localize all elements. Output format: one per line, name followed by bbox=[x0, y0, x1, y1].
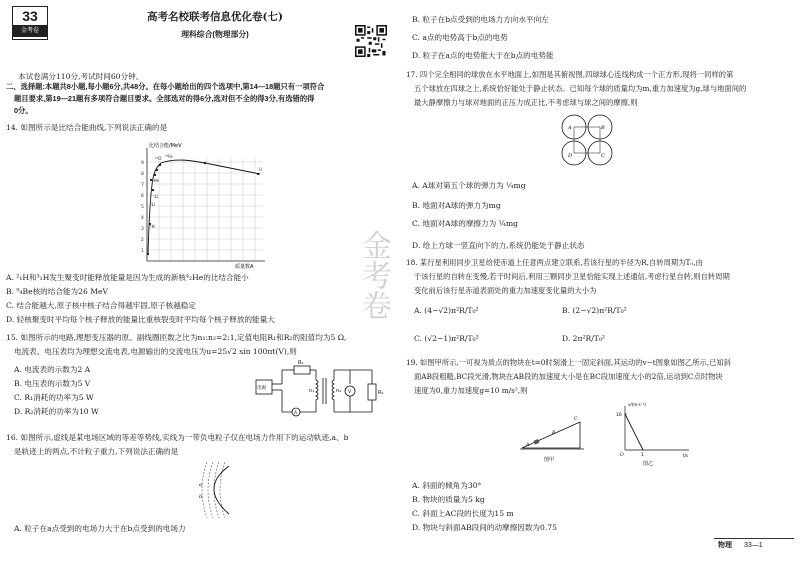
question-17-stem-line1: 17. 四个完全相同的球放在水平地面上,如图是其俯视图,四球球心连线构成一个正方形,现将一同样的第 bbox=[406, 70, 734, 79]
question-19-option-a: A. 斜面的倾角为30° bbox=[412, 481, 482, 490]
fig1-caption: 图甲 bbox=[544, 457, 555, 463]
question-18-stem-line1: 18. 某行星利用同步卫星给使赤道上任意两点建立联系,若该行星的半径为R,自转周期为T₀,由 bbox=[406, 258, 703, 267]
svg-text:6: 6 bbox=[141, 194, 144, 199]
voltmeter-label: V bbox=[348, 390, 352, 395]
ammeter-label: A bbox=[294, 411, 298, 416]
chart-grid bbox=[147, 158, 263, 261]
question-15-option-c: C. R₁消耗的功率为5 W bbox=[14, 393, 94, 402]
binding-energy-chart bbox=[135, 140, 270, 270]
badge-number: 33 bbox=[22, 8, 38, 24]
question-15-option-a: A. 电流表的示数为2 A bbox=[14, 365, 91, 374]
question-19-option-c: C. 斜面上AC段的长度为15 m bbox=[412, 509, 514, 518]
svg-text:4: 4 bbox=[141, 216, 144, 221]
svg-text:2: 2 bbox=[141, 238, 144, 243]
vt-xtick: 1 bbox=[641, 453, 644, 458]
paper-subtitle: 理科综合(物理部分) bbox=[181, 30, 249, 39]
svg-text:3: 3 bbox=[141, 227, 144, 232]
watermark-text: 金考卷 bbox=[356, 230, 391, 320]
svg-text:²H: ²H bbox=[150, 224, 155, 229]
n2-label: n₂ bbox=[336, 388, 342, 394]
question-16-stem-line1: 16. 如图所示,虚线是某电场区域的等差等势线,实线为一带负电粒子仅在电场力作用下的运动轨迹,a、b bbox=[6, 433, 349, 442]
question-19-stem-line1: 19. 如图甲所示,一可视为质点的物块在t=0时刻滑上一固定斜面,其运动的v−t图象如图乙所示,已知斜 bbox=[406, 358, 732, 367]
footer-subject: 物理 bbox=[718, 542, 732, 549]
ball-b-label: B bbox=[601, 125, 605, 131]
question-16-option-b: B. 粒子在b点受到的电场力方向水平向左 bbox=[412, 15, 549, 24]
y-ticks bbox=[141, 160, 144, 254]
question-14-option-a: A. ²₁H和³₁H发生聚变时能释放能量是因为生成的新核⁴₂He的比结合能小 bbox=[6, 273, 249, 282]
footer-page: 33—1 bbox=[744, 542, 763, 549]
point-a-label: a bbox=[199, 482, 202, 488]
question-19-option-d: D. 物块与斜面AB段间的动摩擦因数为0.75 bbox=[412, 523, 557, 532]
vt-graph-figure bbox=[615, 402, 693, 468]
question-17-option-c: C. 地面对A球的摩擦力为 ¼mg bbox=[412, 219, 519, 228]
ball-a-label: A bbox=[568, 125, 572, 131]
paper-badge bbox=[12, 6, 48, 40]
question-18-option-a: A. (4−√2)π²R/T₀² bbox=[414, 306, 479, 315]
question-19-option-b: B. 物块的质量为5 kg bbox=[412, 495, 485, 504]
ball-d-label: D bbox=[568, 153, 573, 159]
question-18-option-c: C. (√2−1)π²R/T₀² bbox=[414, 334, 479, 343]
vt-ytick: 16 bbox=[616, 413, 622, 418]
point-b-label: b bbox=[199, 494, 203, 500]
svg-text:⁶Li: ⁶Li bbox=[150, 202, 155, 207]
page-footer bbox=[714, 538, 794, 552]
vt-xlabel: t/s bbox=[683, 453, 688, 458]
source-label: 电源 bbox=[257, 386, 266, 391]
svg-text:⁴He: ⁴He bbox=[152, 178, 160, 183]
svg-text:8: 8 bbox=[141, 172, 144, 177]
svg-text:A: A bbox=[526, 443, 530, 448]
question-16-option-a: A. 粒子在a点受到的电场力大于在b点受到的电场力 bbox=[14, 524, 186, 533]
nuclide-labels bbox=[150, 154, 262, 229]
r2-label: R₂ bbox=[378, 390, 384, 396]
question-18-option-d: D. 2π²R/T₀² bbox=[562, 334, 605, 343]
secondary-coil bbox=[332, 380, 334, 400]
svg-text:5: 5 bbox=[141, 205, 144, 210]
question-17-option-d: D. 给上方球一竖直向下的力,系统仍能处于静止状态 bbox=[412, 241, 585, 250]
y-axis-label: 比结合能/MeV bbox=[149, 143, 182, 149]
fig2-caption: 图乙 bbox=[643, 461, 654, 467]
svg-text:B: B bbox=[552, 431, 556, 436]
vt-origin: O bbox=[620, 453, 624, 458]
paper-title: 高考名校联考信息优化卷(七) bbox=[147, 11, 283, 23]
resistor-r1 bbox=[294, 366, 310, 374]
question-16-option-d: D. 粒子在a点的电势能大于在b点的电势能 bbox=[412, 51, 554, 60]
question-15-option-b: B. 电压表的示数为5 V bbox=[14, 379, 91, 388]
question-17-stem-line3: 最大静摩擦力与球对地面的正压力成正比,不考虑球与球之间的摩擦,则 bbox=[414, 98, 638, 107]
question-14-option-d: D. 轻核聚变时平均每个核子释放的能量比重核裂变时平均每个核子释放的能量大 bbox=[6, 315, 275, 324]
question-14-stem: 14. 如图所示是比结合能曲线,下列说法正确的是 bbox=[6, 123, 168, 132]
x-axis-label: 质量数A bbox=[235, 264, 254, 270]
svg-text:⁵⁶Fe: ⁵⁶Fe bbox=[165, 154, 173, 159]
question-17-option-b: B. 地面对A球的弹力为mg bbox=[412, 201, 501, 210]
question-18-option-b: B. (2−√2)π²R/T₀² bbox=[562, 306, 627, 315]
section-instructions-line3: 0分。 bbox=[14, 106, 33, 115]
question-15-stem-line1: 15. 如图所示的电路,理想变压器的原、副线圈匝数之比为n₁:n₂=2:1,定值电阻R₁和R₂的阻值均为5 Ω, bbox=[6, 333, 347, 342]
question-16-stem-line2: 是轨迹上的两点,不计粒子重力,下列说法正确的是 bbox=[14, 447, 179, 456]
svg-text:9: 9 bbox=[141, 161, 144, 166]
svg-text:¹⁶O: ¹⁶O bbox=[155, 156, 162, 161]
svg-text:C: C bbox=[574, 417, 578, 422]
four-balls-figure bbox=[560, 113, 615, 168]
question-14-option-b: B. ⁹₄Be核的结合能为26 MeV bbox=[6, 287, 108, 296]
question-15-stem-line2: 电流表、电压表均为理想交流电表,电源输出的交流电压为u=25√2 sin 100πt(V),则 bbox=[14, 347, 297, 356]
curve-points bbox=[147, 162, 259, 255]
vt-line bbox=[625, 414, 643, 450]
resistor-r2 bbox=[368, 384, 376, 400]
section-instructions-line1: 二、选择题:本题共8小题,每小题6分,共48分。在每小题给出的四个选项中,第14—18题只有一项符合 bbox=[6, 82, 325, 91]
question-15-option-d: D. R₂消耗的功率为10 W bbox=[14, 407, 99, 416]
question-19-stem-line2: 面AB段粗糙,BC段光滑,物块在AB段的加速度大小是在BC段加速度大小的2倍,运动到C点时物块 bbox=[414, 372, 723, 381]
r1-label: R₁ bbox=[298, 360, 304, 366]
question-17-stem-line2: 五个球放在四球之上,系统恰好能处于静止状态。已知每个球的质量均为m,重力加速度为g,球与地面间的 bbox=[414, 84, 747, 93]
badge-label: 金考卷 bbox=[13, 25, 47, 37]
transformer-circuit-figure bbox=[252, 360, 392, 422]
question-17-option-a: A. A球对第五个球的弹力为 ¼mg bbox=[412, 181, 526, 190]
question-18-stem-line2: 于该行星的自转在变慢,若干时间后,利用三颗同步卫星恰能实现上述通信,考虑行星自转,则自转周期 bbox=[414, 272, 730, 281]
equipotential-lines bbox=[202, 462, 225, 518]
section-instructions-line2: 题目要求,第19—21题有多项符合题目要求。全部选对的得6分,选对但不全的得3分,有选错的得 bbox=[14, 94, 315, 103]
question-14-option-c: C. 结合能越大,原子核中核子结合得越牢固,原子核越稳定 bbox=[6, 301, 196, 310]
question-18-stem-line3: 变化前后该行星赤道表面处的重力加速度变化量的大小为 bbox=[414, 286, 597, 295]
svg-text:⁷Li: ⁷Li bbox=[153, 194, 158, 199]
svg-text:U: U bbox=[259, 167, 262, 172]
svg-text:7: 7 bbox=[141, 183, 144, 188]
n1-label: n₁ bbox=[309, 388, 315, 394]
equipotential-figure bbox=[195, 460, 240, 520]
incline-figure bbox=[518, 408, 588, 468]
svg-text:1: 1 bbox=[141, 249, 144, 254]
right-column bbox=[400, 0, 800, 566]
question-16-option-c: C. a点的电势高于b点的电势 bbox=[412, 33, 508, 42]
vt-ylabel: v/(m·s⁻¹) bbox=[628, 402, 646, 407]
question-19-stem-line3: 速度为0,重力加速度g=10 m/s²,则 bbox=[414, 386, 528, 395]
ball-c-label: C bbox=[601, 153, 605, 159]
primary-coil bbox=[316, 380, 318, 400]
qr-code[interactable] bbox=[355, 25, 387, 57]
exam-info: 本试卷满分110分,考试时间60分钟。 bbox=[18, 72, 144, 81]
